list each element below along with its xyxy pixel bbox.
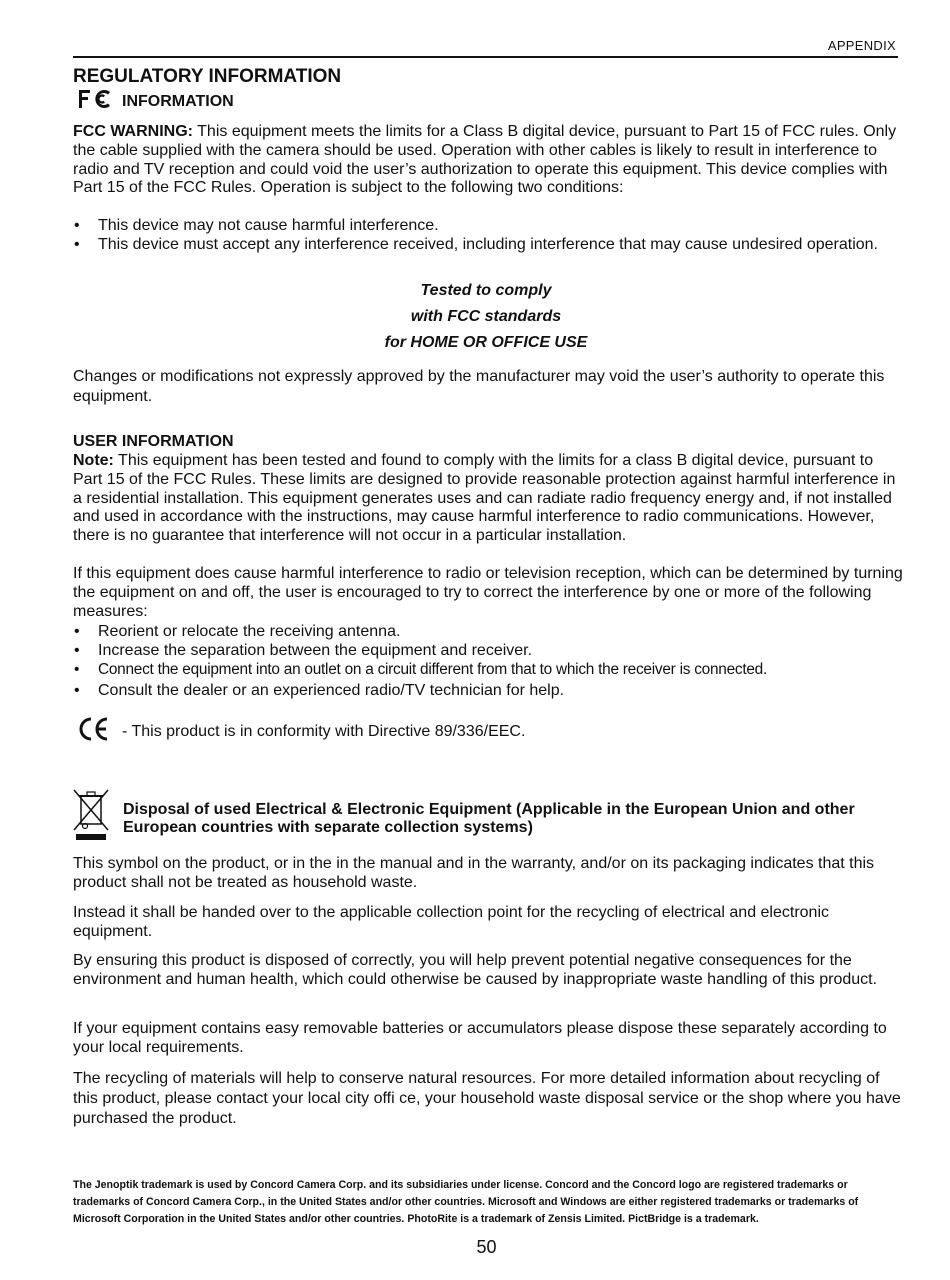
fcc-warning-text: This equipment meets the limits for a Class B digital device, pursuant to Part 15 of FCC rules. Only the cable supplied with the camera should be used. Operation with other cables is likely to result in interference to radio and TV reception and could void the user’s authorization to operate this equipment. This device complies with Part 15 of the FCC Rules. Operation is subject to the following two conditions: [73, 123, 897, 197]
tested-line: for HOME OR OFFICE USE [384, 334, 588, 351]
fcc-logo-icon [76, 88, 114, 115]
fcc-warning-paragraph [73, 123, 903, 198]
list-item: • Increase the separation between the equipment and receiver. [74, 642, 533, 659]
list-item: • Reorient or relocate the receiving antenna. [74, 623, 401, 640]
weee-paragraph: The recycling of materials will help to conserve natural resources. For more detailed information about recycling of this product, please contact your local city offi ce, your household waste disposal service or the shop where you have purchased the product. [73, 1070, 901, 1127]
note-label: Note: [73, 452, 114, 469]
ce-conformity [78, 716, 525, 747]
fcc-warning-label: FCC WARNING: [73, 123, 193, 140]
fcc-heading-text: INFORMATION [122, 92, 234, 110]
section-label: APPENDIX [827, 38, 896, 53]
tested-line: with FCC standards [410, 308, 562, 325]
list-item: • Connect the equipment into an outlet on a circuit different from that to which the receiver is connected. [74, 661, 768, 678]
header-rule [73, 56, 898, 58]
crossed-bin-icon [72, 788, 110, 847]
note-text: This equipment has been tested and found to comply with the limits for a class B digital device, pursuant to Part 15 of the FCC Rules. These limits are designed to provide reasonable protection against harmful interference in a residential installation. This equipment generates uses and can radiate radio frequency energy and, if not installed and used in accordance with the instructions, may cause harmful interference to radio communications. However, there is no guarantee that interference will not occur in a particular installation. [73, 452, 896, 545]
fcc-conditions-list [73, 216, 903, 254]
interference-paragraph: If this equipment does cause harmful interference to radio or television reception, which can be determined by turning the equipment on and off, the user is encouraged to try to correct the interference by one or more of the following measures: [73, 565, 903, 620]
ce-mark-icon [78, 716, 110, 747]
measures-list [73, 622, 903, 700]
trademark-footnote: The Jenoptik trademark is used by Concord Camera Corp. and its subsidiaries under license. Concord and the Concord logo are registered trademarks or trademarks of Concord Camera Corp., in the United States and/or other countries. Microsoft and Windows are either registered trademarks or trademarks of Microsoft Corporation in the United States and/or other countries. PhotoRite is a trademark of Zensis Limited. PictBridge is a trademark. [73, 1179, 859, 1225]
weee-paragraph: This symbol on the product, or in the in the manual and in the warranty, and/or on its packaging indicates that this product shall not be treated as household waste. [73, 855, 875, 891]
user-info-heading: USER INFORMATION [73, 433, 234, 450]
weee-paragraph: By ensuring this product is disposed of correctly, you will help prevent potential negative consequences for the environment and human health, which could otherwise be caused by inappropriate waste handling of this product. [73, 952, 878, 988]
page-title: REGULATORY INFORMATION [73, 66, 342, 87]
list-item: • This device must accept any interference received, including interference that may cause undesired operation. [74, 236, 878, 253]
ce-text: - This product is in conformity with Directive 89/336/EEC. [122, 722, 526, 740]
tested-statement [73, 278, 899, 356]
list-item: • This device may not cause harmful interference. [74, 217, 439, 234]
weee-paragraph: If your equipment contains easy removable batteries or accumulators please dispose these separately according to your local requirements. [73, 1020, 887, 1056]
user-note-paragraph [73, 452, 903, 546]
changes-paragraph: Changes or modifications not expressly approved by the manufacturer may void the user’s authority to operate this equipment. [73, 368, 885, 405]
fcc-heading [76, 88, 234, 115]
weee-paragraph: Instead it shall be handed over to the applicable collection point for the recycling of electrical and electronic equipment. [73, 904, 830, 940]
weee-title: Disposal of used Electrical & Electronic Equipment (Applicable in the European Union and other European countries with separate collection systems) [123, 801, 855, 836]
tested-line: Tested to comply [420, 282, 552, 299]
page-number: 50 [476, 1237, 497, 1257]
list-item: • Consult the dealer or an experienced radio/TV technician for help. [74, 682, 565, 699]
